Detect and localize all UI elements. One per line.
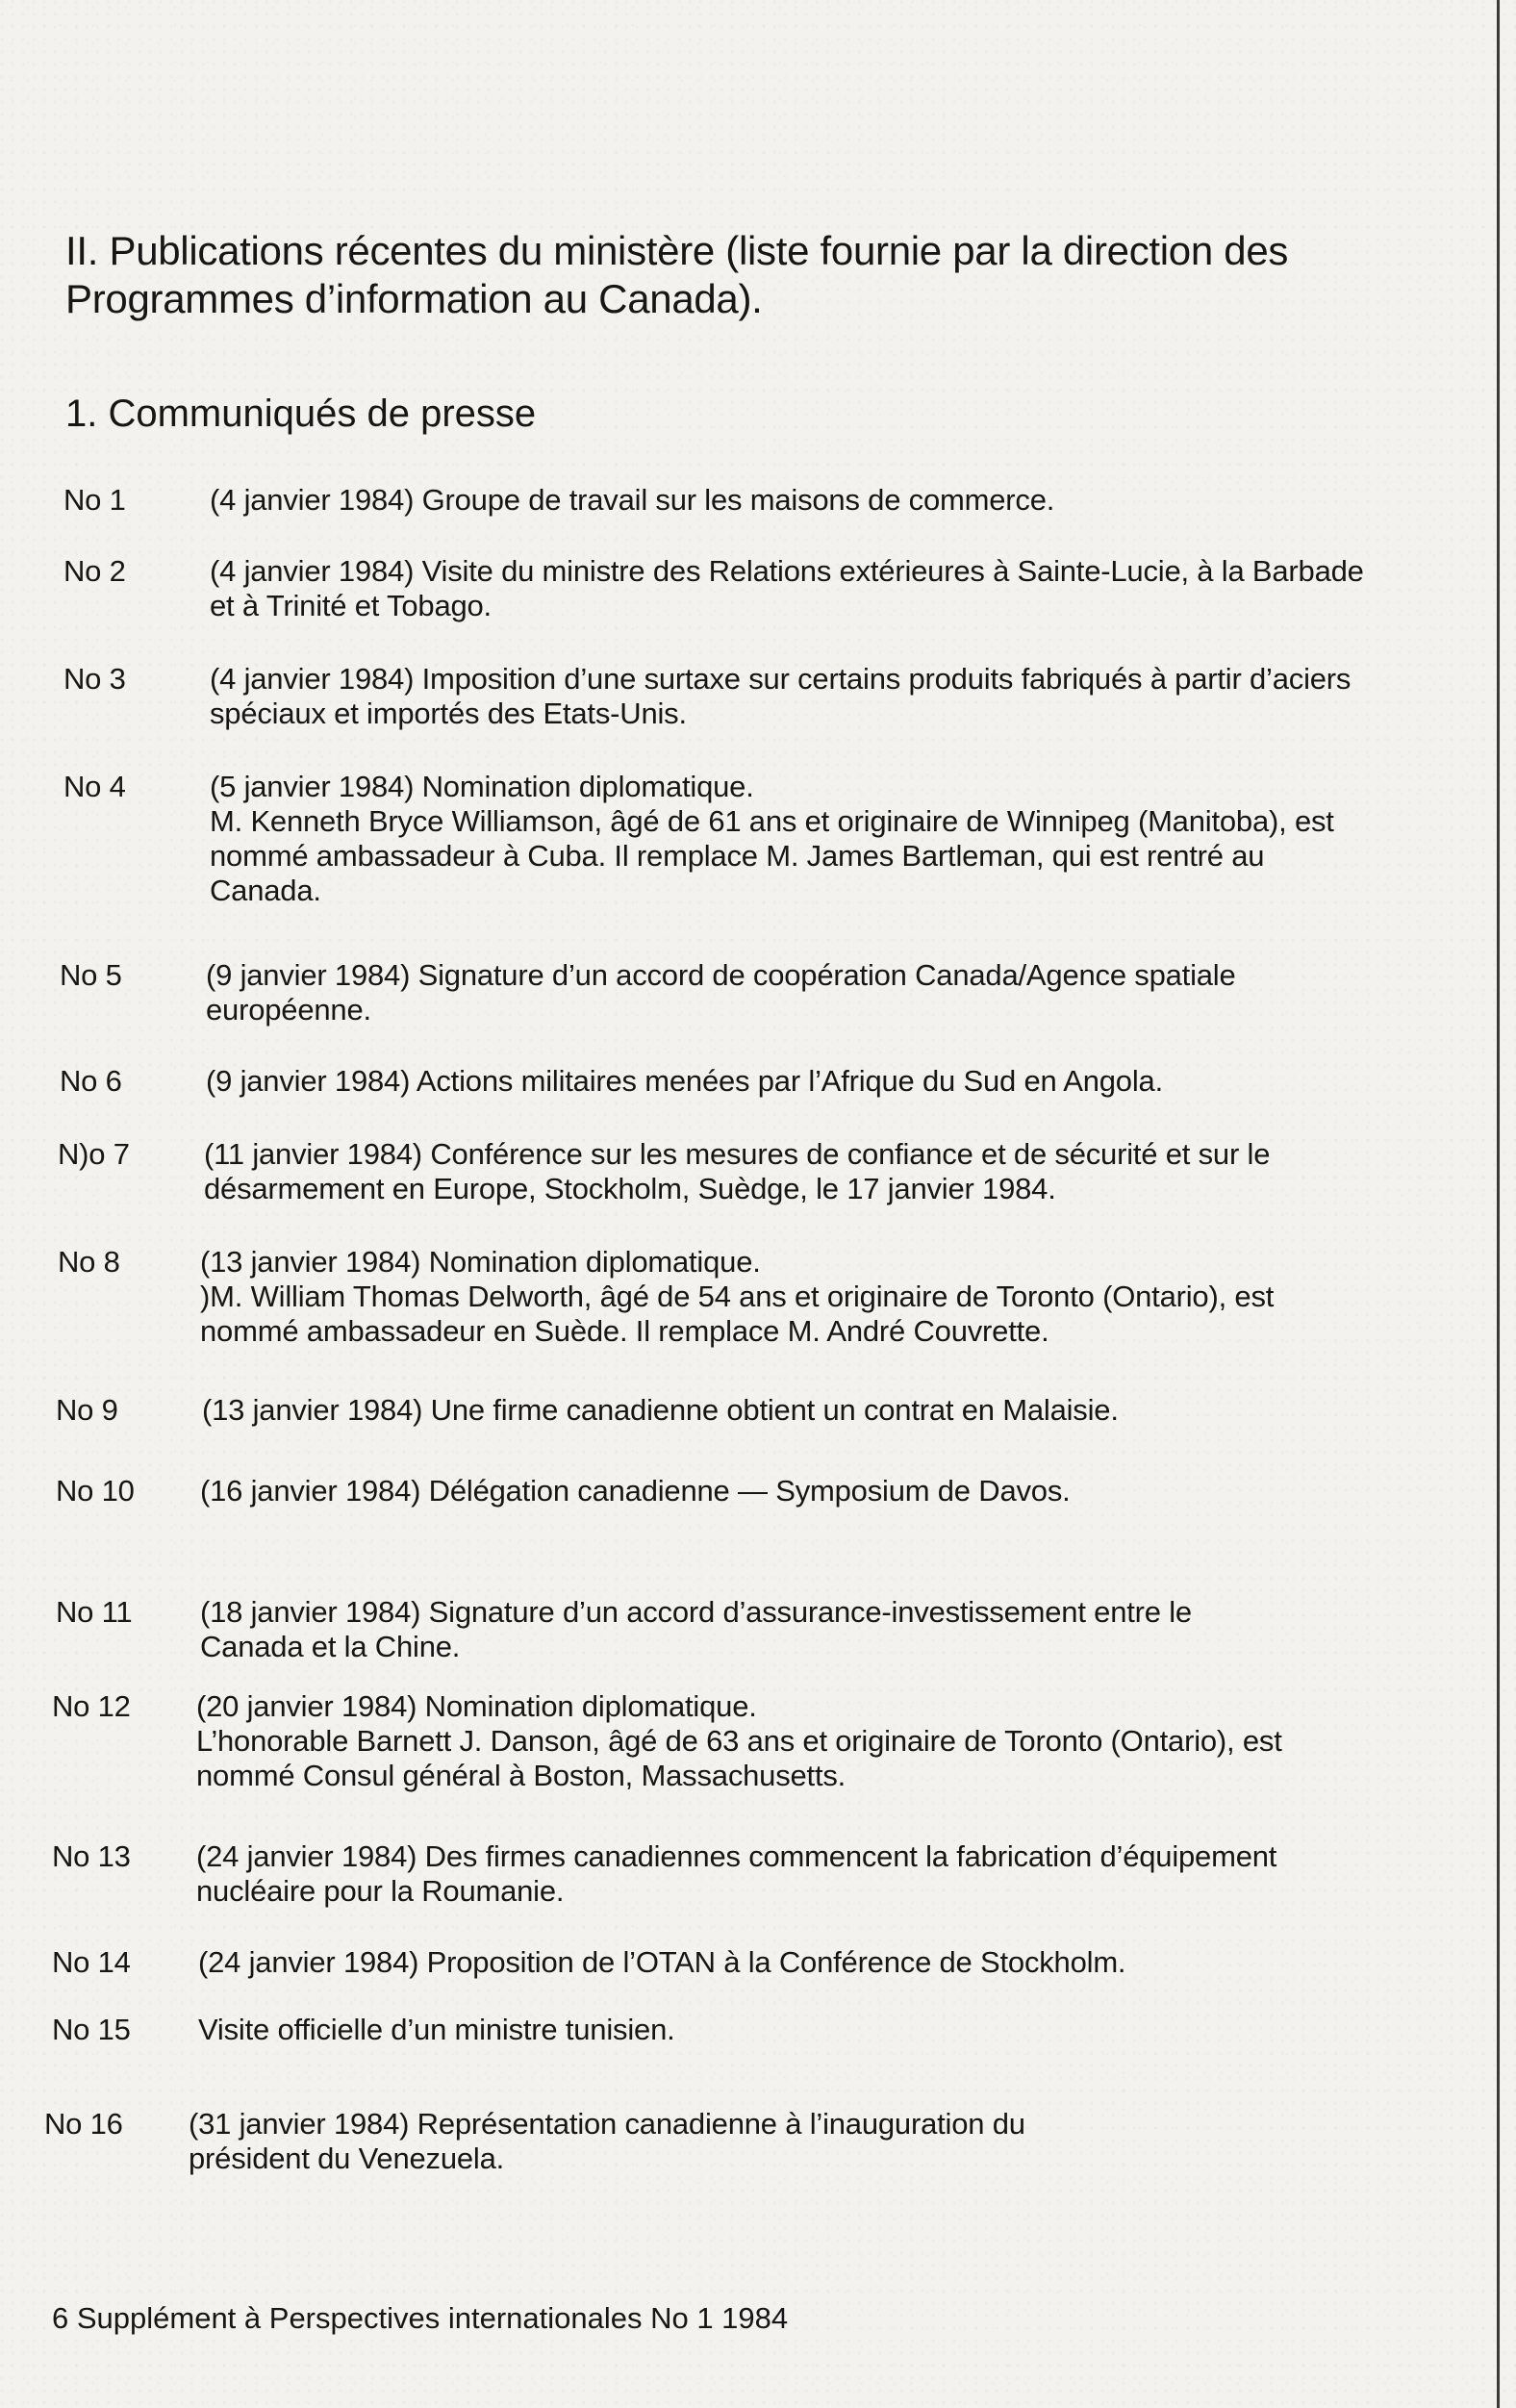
- entry-line: (16 janvier 1984) Délégation canadienne — Symposium de Davos.: [200, 1474, 1071, 1508]
- entry-text: [198, 2013, 1362, 2047]
- entry-text: [196, 1839, 1360, 1909]
- entry-text: [210, 662, 1364, 731]
- entry-line: L’honorable Barnett J. Danson, âgé de 63 ans et originaire de Toronto (Ontario), est nommé Consul général à Boston, Massachusetts.: [196, 1724, 1282, 1792]
- entry-line: (31 janvier 1984) Représentation canadienne à l’inauguration du président du Venezuela.: [189, 2107, 1025, 2175]
- entry-text: [204, 1137, 1358, 1206]
- entry-number: No 8: [58, 1245, 120, 1279]
- entry-line: (24 janvier 1984) Proposition de l’OTAN à la Conférence de Stockholm.: [198, 1945, 1126, 1979]
- entry-number: No 1: [63, 483, 126, 517]
- entry-number: No 14: [52, 1945, 131, 1979]
- entry-number: No 11: [56, 1595, 133, 1629]
- entry-line: (20 janvier 1984) Nomination diplomatique.: [196, 1689, 757, 1723]
- entry-text: [196, 1689, 1360, 1793]
- entry-line: (4 janvier 1984) Imposition d’une surtaxe sur certains produits fabriqués à partir d’aciers spéciaux et importés des Etats-Unis.: [210, 662, 1352, 730]
- entry-line: (4 janvier 1984) Groupe de travail sur les maisons de commerce.: [210, 483, 1055, 517]
- section-subheading: 1. Communiqués de presse: [65, 393, 537, 435]
- entry-number: N)o 7: [58, 1137, 130, 1171]
- entry-line: (9 janvier 1984) Signature d’un accord de coopération Canada/Agence spatiale européenne.: [206, 958, 1236, 1027]
- entry-line: (24 janvier 1984) Des firmes canadiennes commencent la fabrication d’équipement nucléaire pour la Roumanie.: [196, 1839, 1277, 1908]
- entry-number: No 10: [56, 1474, 135, 1508]
- entry-number: No 5: [60, 958, 122, 992]
- entry-text: [206, 1064, 1360, 1099]
- entry-number: No 3: [63, 662, 126, 696]
- entry-number: No 16: [44, 2107, 123, 2141]
- entry-number: No 2: [63, 554, 126, 588]
- entry-text: [210, 483, 1364, 518]
- entry-text: [210, 770, 1364, 908]
- entry-number: No 6: [60, 1064, 122, 1098]
- section-heading: II. Publications récentes du ministère (liste fournie par la direction des Programmes d’information au Canada).: [65, 228, 1289, 321]
- entry-line: (13 janvier 1984) Une firme canadienne obtient un contrat en Malaisie.: [202, 1393, 1119, 1427]
- entry-text: [200, 1595, 1210, 1664]
- entry-number: No 4: [63, 770, 126, 803]
- entry-line: (18 janvier 1984) Signature d’un accord d’assurance-investissement entre le Canada et la Chine.: [200, 1595, 1192, 1663]
- entry-line: (4 janvier 1984) Visite du ministre des Relations extérieures à Sainte-Lucie, à la Barbade et à Trinité et Tobago.: [210, 554, 1364, 622]
- page-edge-line: [1497, 0, 1500, 2408]
- entry-number: No 13: [52, 1839, 131, 1873]
- entry-number: No 15: [52, 2013, 131, 2046]
- entry-text: [202, 1393, 1356, 1428]
- entry-number: No 12: [52, 1689, 131, 1723]
- entry-text: [198, 1945, 1362, 1980]
- entry-number: No 9: [56, 1393, 118, 1427]
- entry-line: (9 janvier 1984) Actions militaires menées par l’Afrique du Sud en Angola.: [206, 1064, 1163, 1098]
- entry-text: [206, 958, 1360, 1027]
- entry-text: [210, 554, 1364, 623]
- entry-text: [189, 2107, 1083, 2176]
- entry-text: [200, 1245, 1358, 1349]
- entry-line: M. Kenneth Bryce Williamson, âgé de 61 ans et originaire de Winnipeg (Manitoba), est nommé ambassadeur à Cuba. Il remplace M. James Bartleman, qui est rentré au Canada.: [210, 804, 1334, 907]
- entry-line: Visite officielle d’un ministre tunisien.: [198, 2013, 675, 2046]
- entry-line: (5 janvier 1984) Nomination diplomatique.: [210, 770, 754, 803]
- entry-line: (13 janvier 1984) Nomination diplomatique.: [200, 1245, 761, 1279]
- entry-text: [200, 1474, 1095, 1508]
- page-footer: 6 Supplément à Perspectives internationales No 1 1984: [52, 2301, 789, 2335]
- entry-line: (11 janvier 1984) Conférence sur les mesures de confiance et de sécurité et sur le désarmement en Europe, Stockholm, Suèdge, le 17 janvier 1984.: [204, 1137, 1271, 1205]
- entry-line: )M. William Thomas Delworth, âgé de 54 ans et originaire de Toronto (Ontario), est nommé ambassadeur en Suède. Il remplace M. André Couvrette.: [200, 1280, 1275, 1348]
